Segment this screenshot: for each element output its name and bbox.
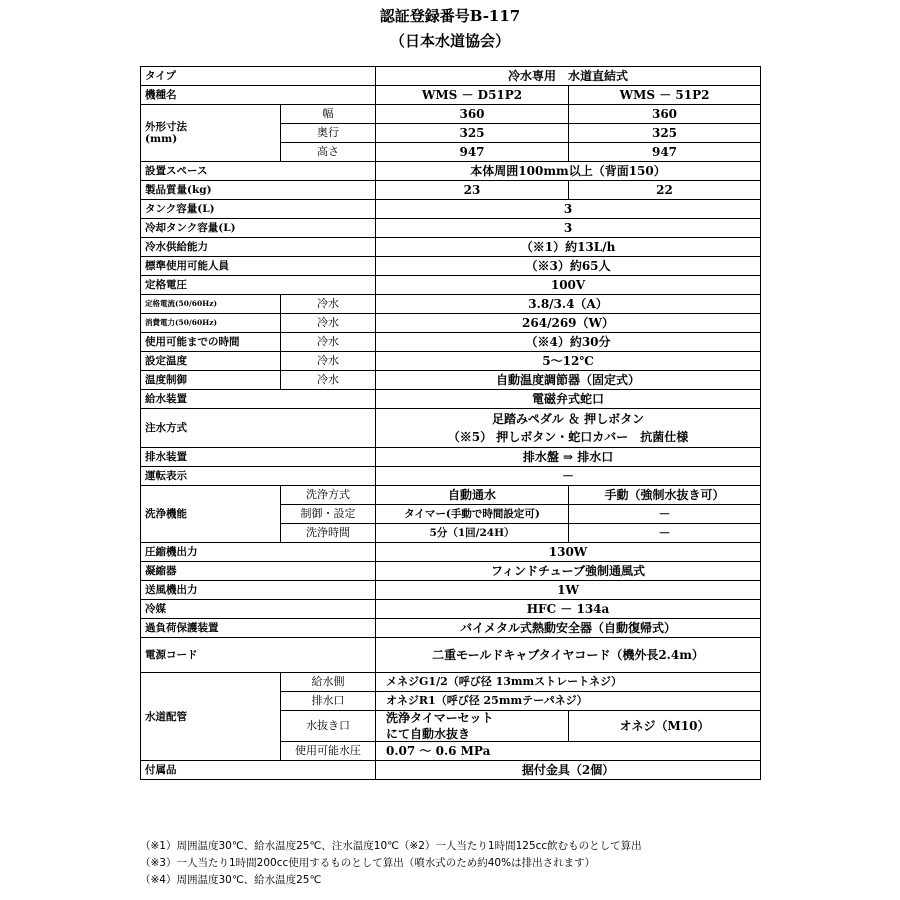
sub-label: 洗浄時間: [281, 524, 376, 543]
row-label: 機種名: [141, 86, 376, 105]
row-value: －: [376, 467, 761, 486]
cell: －: [569, 524, 761, 543]
row-value: （※4）約30分: [376, 333, 761, 352]
table-row: [141, 761, 761, 780]
row-label: 水道配管: [141, 673, 281, 761]
model-a: WMS － D51P2: [376, 86, 569, 105]
sub-label: 洗浄方式: [281, 486, 376, 505]
row-value: 264/269（W）: [376, 314, 761, 333]
sub-label: 冷水: [281, 352, 376, 371]
table-row: [141, 105, 761, 124]
dims-label: 外形寸法: [145, 121, 187, 133]
row-value: HFC － 134a: [376, 600, 761, 619]
row-value: 1W: [376, 581, 761, 600]
table-row: [141, 619, 761, 638]
table-row: [141, 219, 761, 238]
table-row: [141, 67, 761, 86]
footnotes: [140, 838, 880, 889]
row-value: メネジG1/2（呼び径 13mmストレートネジ）: [376, 673, 761, 692]
table-row: [141, 371, 761, 390]
pour-line2: （※5） 押しボタン・蛇口カバー 抗菌仕様: [447, 430, 689, 444]
row-value: 100V: [376, 276, 761, 295]
row-label: 設定温度: [141, 352, 281, 371]
cell: 23: [376, 181, 569, 200]
table-row: [141, 638, 761, 673]
cell: 325: [569, 124, 761, 143]
cell: 360: [569, 105, 761, 124]
row-label: 定格電流(50/60Hz): [141, 295, 281, 314]
table-row: [141, 86, 761, 105]
table-row: [141, 276, 761, 295]
cell: 自動通水: [376, 486, 569, 505]
spec-table: [140, 66, 761, 780]
sub-label: 給水側: [281, 673, 376, 692]
sub-label: 制御・設定: [281, 505, 376, 524]
row-value: バイメタル式熱動安全器（自動復帰式）: [376, 619, 761, 638]
row-value: 二重モールドキャブタイヤコード（機外長2.4m）: [376, 638, 761, 673]
row-label: 冷水供給能力: [141, 238, 376, 257]
table-row: [141, 673, 761, 692]
row-value: 排水盤 ⇒ 排水口: [376, 448, 761, 467]
table-row: [141, 333, 761, 352]
row-value: オネジR1（呼び径 25mmテーパネジ）: [376, 692, 761, 711]
row-label: 送風機出力: [141, 581, 376, 600]
row-label: 運転表示: [141, 467, 376, 486]
table-row: [141, 295, 761, 314]
row-value: 5～12℃: [376, 352, 761, 371]
table-row: [141, 600, 761, 619]
sub-label: 幅: [281, 105, 376, 124]
drainout-line2: にて自動水抜き: [386, 727, 471, 741]
sub-label: 冷水: [281, 371, 376, 390]
row-value: 3.8/3.4（A）: [376, 295, 761, 314]
sub-label: 冷水: [281, 333, 376, 352]
row-label: 冷媒: [141, 600, 376, 619]
table-row: [141, 390, 761, 409]
table-row: [141, 162, 761, 181]
table-row: [141, 257, 761, 276]
table-row: [141, 200, 761, 219]
row-label: 注水方式: [141, 409, 376, 448]
row-value: （※1）約13L/h: [376, 238, 761, 257]
sub-label: 冷水: [281, 314, 376, 333]
sub-label: 排水口: [281, 692, 376, 711]
cell: 22: [569, 181, 761, 200]
table-row: [141, 486, 761, 505]
table-row: [141, 409, 761, 448]
table-row: [141, 352, 761, 371]
table-row: [141, 543, 761, 562]
sub-label: 奥行: [281, 124, 376, 143]
cell: －: [569, 505, 761, 524]
row-value: 3: [376, 200, 761, 219]
cell: 手動（強制水抜き可）: [569, 486, 761, 505]
table-row: [141, 467, 761, 486]
row-label: 使用可能までの時間: [141, 333, 281, 352]
row-label: 温度制御: [141, 371, 281, 390]
row-label: 圧縮機出力: [141, 543, 376, 562]
table-row: [141, 448, 761, 467]
dims-unit: (mm): [145, 133, 178, 145]
row-value: 据付金具（2個）: [376, 761, 761, 780]
table-row: [141, 581, 761, 600]
sub-label: 使用可能水圧: [281, 742, 376, 761]
row-label: 給水装置: [141, 390, 376, 409]
cell: 947: [376, 143, 569, 162]
row-value: 0.07 ～ 0.6 MPa: [376, 742, 761, 761]
row-value: フィンドチューブ強制通風式: [376, 562, 761, 581]
row-value: 冷水専用 水道直結式: [376, 67, 761, 86]
row-value: 本体周囲100mm以上（背面150）: [376, 162, 761, 181]
row-label: 定格電圧: [141, 276, 376, 295]
page-subtitle: （日本水道協会）: [389, 32, 510, 50]
pour-line1: 足踏みペダル ＆ 押しボタン: [491, 412, 645, 426]
table-row: [141, 181, 761, 200]
row-label: 付属品: [141, 761, 376, 780]
row-label: 製品質量(kg): [141, 181, 376, 200]
row-label: 標準使用可能人員: [141, 257, 376, 276]
row-label: 凝縮器: [141, 562, 376, 581]
row-label: 排水装置: [141, 448, 376, 467]
footnote: （※3）一人当たり1時間200cc使用するものとして算出（噴水式のため約40%は排出されます）: [140, 857, 596, 869]
cell: 360: [376, 105, 569, 124]
row-label: 設置スペース: [141, 162, 376, 181]
page-title: 認証登録番号B-117: [379, 7, 521, 25]
row-label: 冷却タンク容量(L): [141, 219, 376, 238]
table-row: [141, 238, 761, 257]
row-label: 電源コード: [141, 638, 376, 673]
row-label: 過負荷保護装置: [141, 619, 376, 638]
model-b: WMS － 51P2: [569, 86, 761, 105]
row-label: 消費電力(50/60Hz): [141, 314, 281, 333]
cell: 947: [569, 143, 761, 162]
row-value: [376, 409, 761, 448]
table-row: [141, 562, 761, 581]
row-label: タイプ: [141, 67, 376, 86]
sub-label: 冷水: [281, 295, 376, 314]
cell: 5分（1回/24H）: [376, 524, 569, 543]
drainout-line1: 洗浄タイマーセット: [386, 711, 494, 725]
sub-label: 高さ: [281, 143, 376, 162]
cell: タイマー(手動で時間設定可): [376, 505, 569, 524]
row-value: 3: [376, 219, 761, 238]
row-label: タンク容量(L): [141, 200, 376, 219]
cell: 325: [376, 124, 569, 143]
row-label: [141, 105, 281, 162]
row-label: 洗浄機能: [141, 486, 281, 543]
sub-label: 水抜き口: [281, 711, 376, 742]
cell: [376, 711, 569, 742]
footnote: （※4）周囲温度30℃、給水温度25℃: [140, 874, 322, 886]
row-value: 電磁弁式蛇口: [376, 390, 761, 409]
row-value: （※3）約65人: [376, 257, 761, 276]
cell: オネジ（M10）: [569, 711, 761, 742]
table-row: [141, 314, 761, 333]
row-value: 130W: [376, 543, 761, 562]
footnote: （※1）周囲温度30℃、給水温度25℃、注水温度10℃（※2）一人当たり1時間125cc飲むものとして算出: [140, 840, 642, 852]
row-value: 自動温度調節器（固定式）: [376, 371, 761, 390]
